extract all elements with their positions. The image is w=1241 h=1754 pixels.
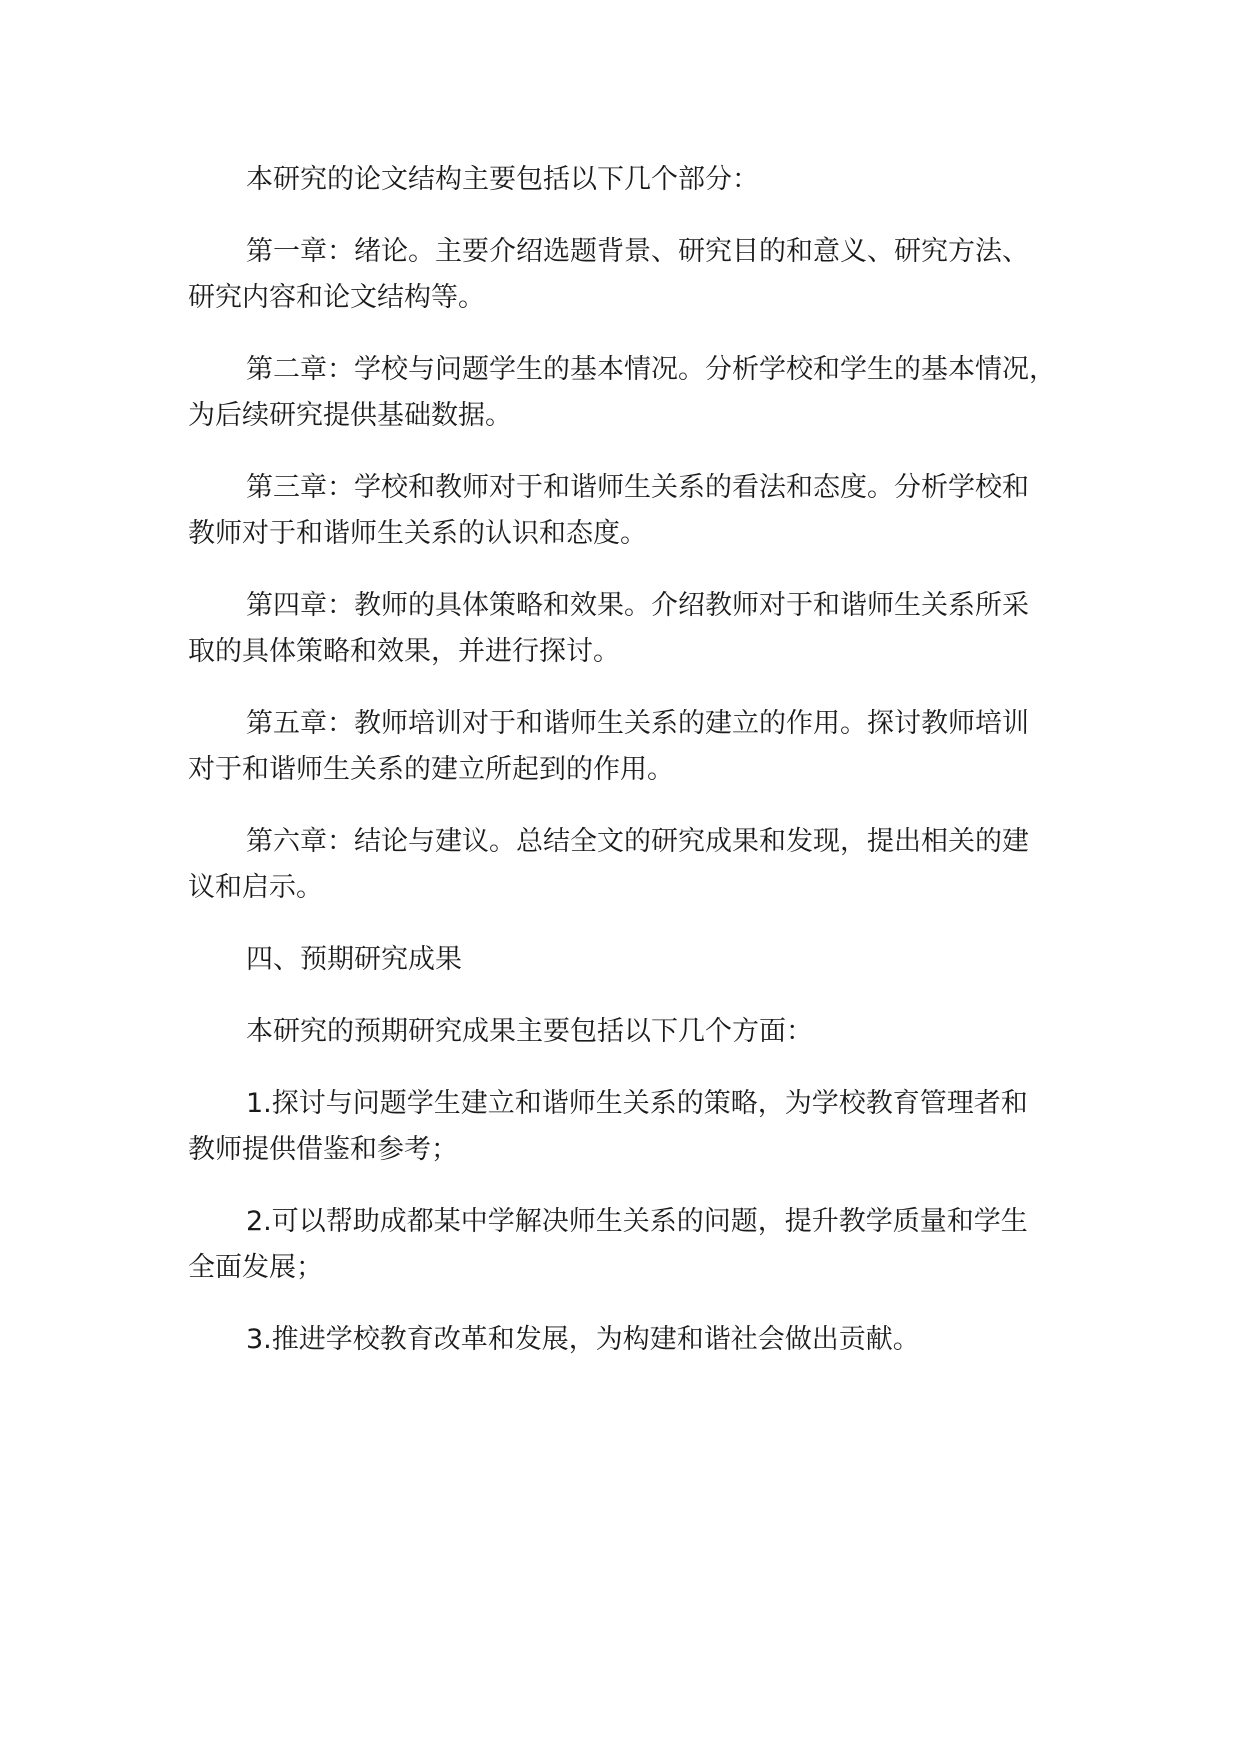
section-heading: 四、预期研究成果: [246, 944, 462, 975]
paragraph-result-1: [188, 1081, 1078, 1173]
paragraph-chapter-5: [188, 701, 1078, 793]
paragraph-chapter-1: [188, 229, 1078, 321]
section-heading-expected-results: [188, 937, 1078, 983]
paragraph-line: 对于和谐师生关系的建立所起到的作用。: [188, 754, 674, 785]
paragraph-line: 教师对于和谐师生关系的认识和态度。: [188, 518, 647, 549]
paragraph-line: 教师提供借鉴和参考；: [188, 1134, 458, 1165]
paragraph-line: 第六章：结论与建议。总结全文的研究成果和发现，提出相关的建: [246, 826, 1029, 857]
paragraph-line: 本研究的论文结构主要包括以下几个部分：: [246, 164, 759, 195]
paragraph-chapter-3: [188, 465, 1078, 557]
document-body: [188, 157, 1078, 1389]
paragraph-chapter-2: [188, 347, 1078, 439]
paragraph-chapter-6: [188, 819, 1078, 911]
paragraph-results-intro: [188, 1009, 1078, 1055]
paragraph-line: 3.推进学校教育改革和发展，为构建和谐社会做出贡献。: [246, 1324, 920, 1355]
paragraph-line: 1.探讨与问题学生建立和谐师生关系的策略，为学校教育管理者和: [246, 1088, 1028, 1119]
paragraph-line: 议和启示。: [188, 872, 323, 903]
paragraph-line: 为后续研究提供基础数据。: [188, 400, 512, 431]
paragraph-line: 第一章：绪论。主要介绍选题背景、研究目的和意义、研究方法、: [246, 236, 1029, 267]
paragraph-line: 2.可以帮助成都某中学解决师生关系的问题，提升教学质量和学生: [246, 1206, 1028, 1237]
paragraph-line: 取的具体策略和效果，并进行探讨。: [188, 636, 620, 667]
paragraph-line: 第四章：教师的具体策略和效果。介绍教师对于和谐师生关系所采: [246, 590, 1029, 621]
paragraph-line: 第五章：教师培训对于和谐师生关系的建立的作用。探讨教师培训: [246, 708, 1029, 739]
paragraph-line: 研究内容和论文结构等。: [188, 282, 485, 313]
paragraph-line: 第三章：学校和教师对于和谐师生关系的看法和态度。分析学校和: [246, 472, 1029, 503]
paragraph-structure-intro: [188, 157, 1078, 203]
paragraph-result-3: [188, 1317, 1078, 1363]
paragraph-result-2: [188, 1199, 1078, 1291]
paragraph-chapter-4: [188, 583, 1078, 675]
paragraph-line: 全面发展；: [188, 1252, 323, 1283]
paragraph-line: 本研究的预期研究成果主要包括以下几个方面：: [246, 1016, 813, 1047]
paragraph-line: 第二章：学校与问题学生的基本情况。分析学校和学生的基本情况，: [246, 354, 1056, 385]
